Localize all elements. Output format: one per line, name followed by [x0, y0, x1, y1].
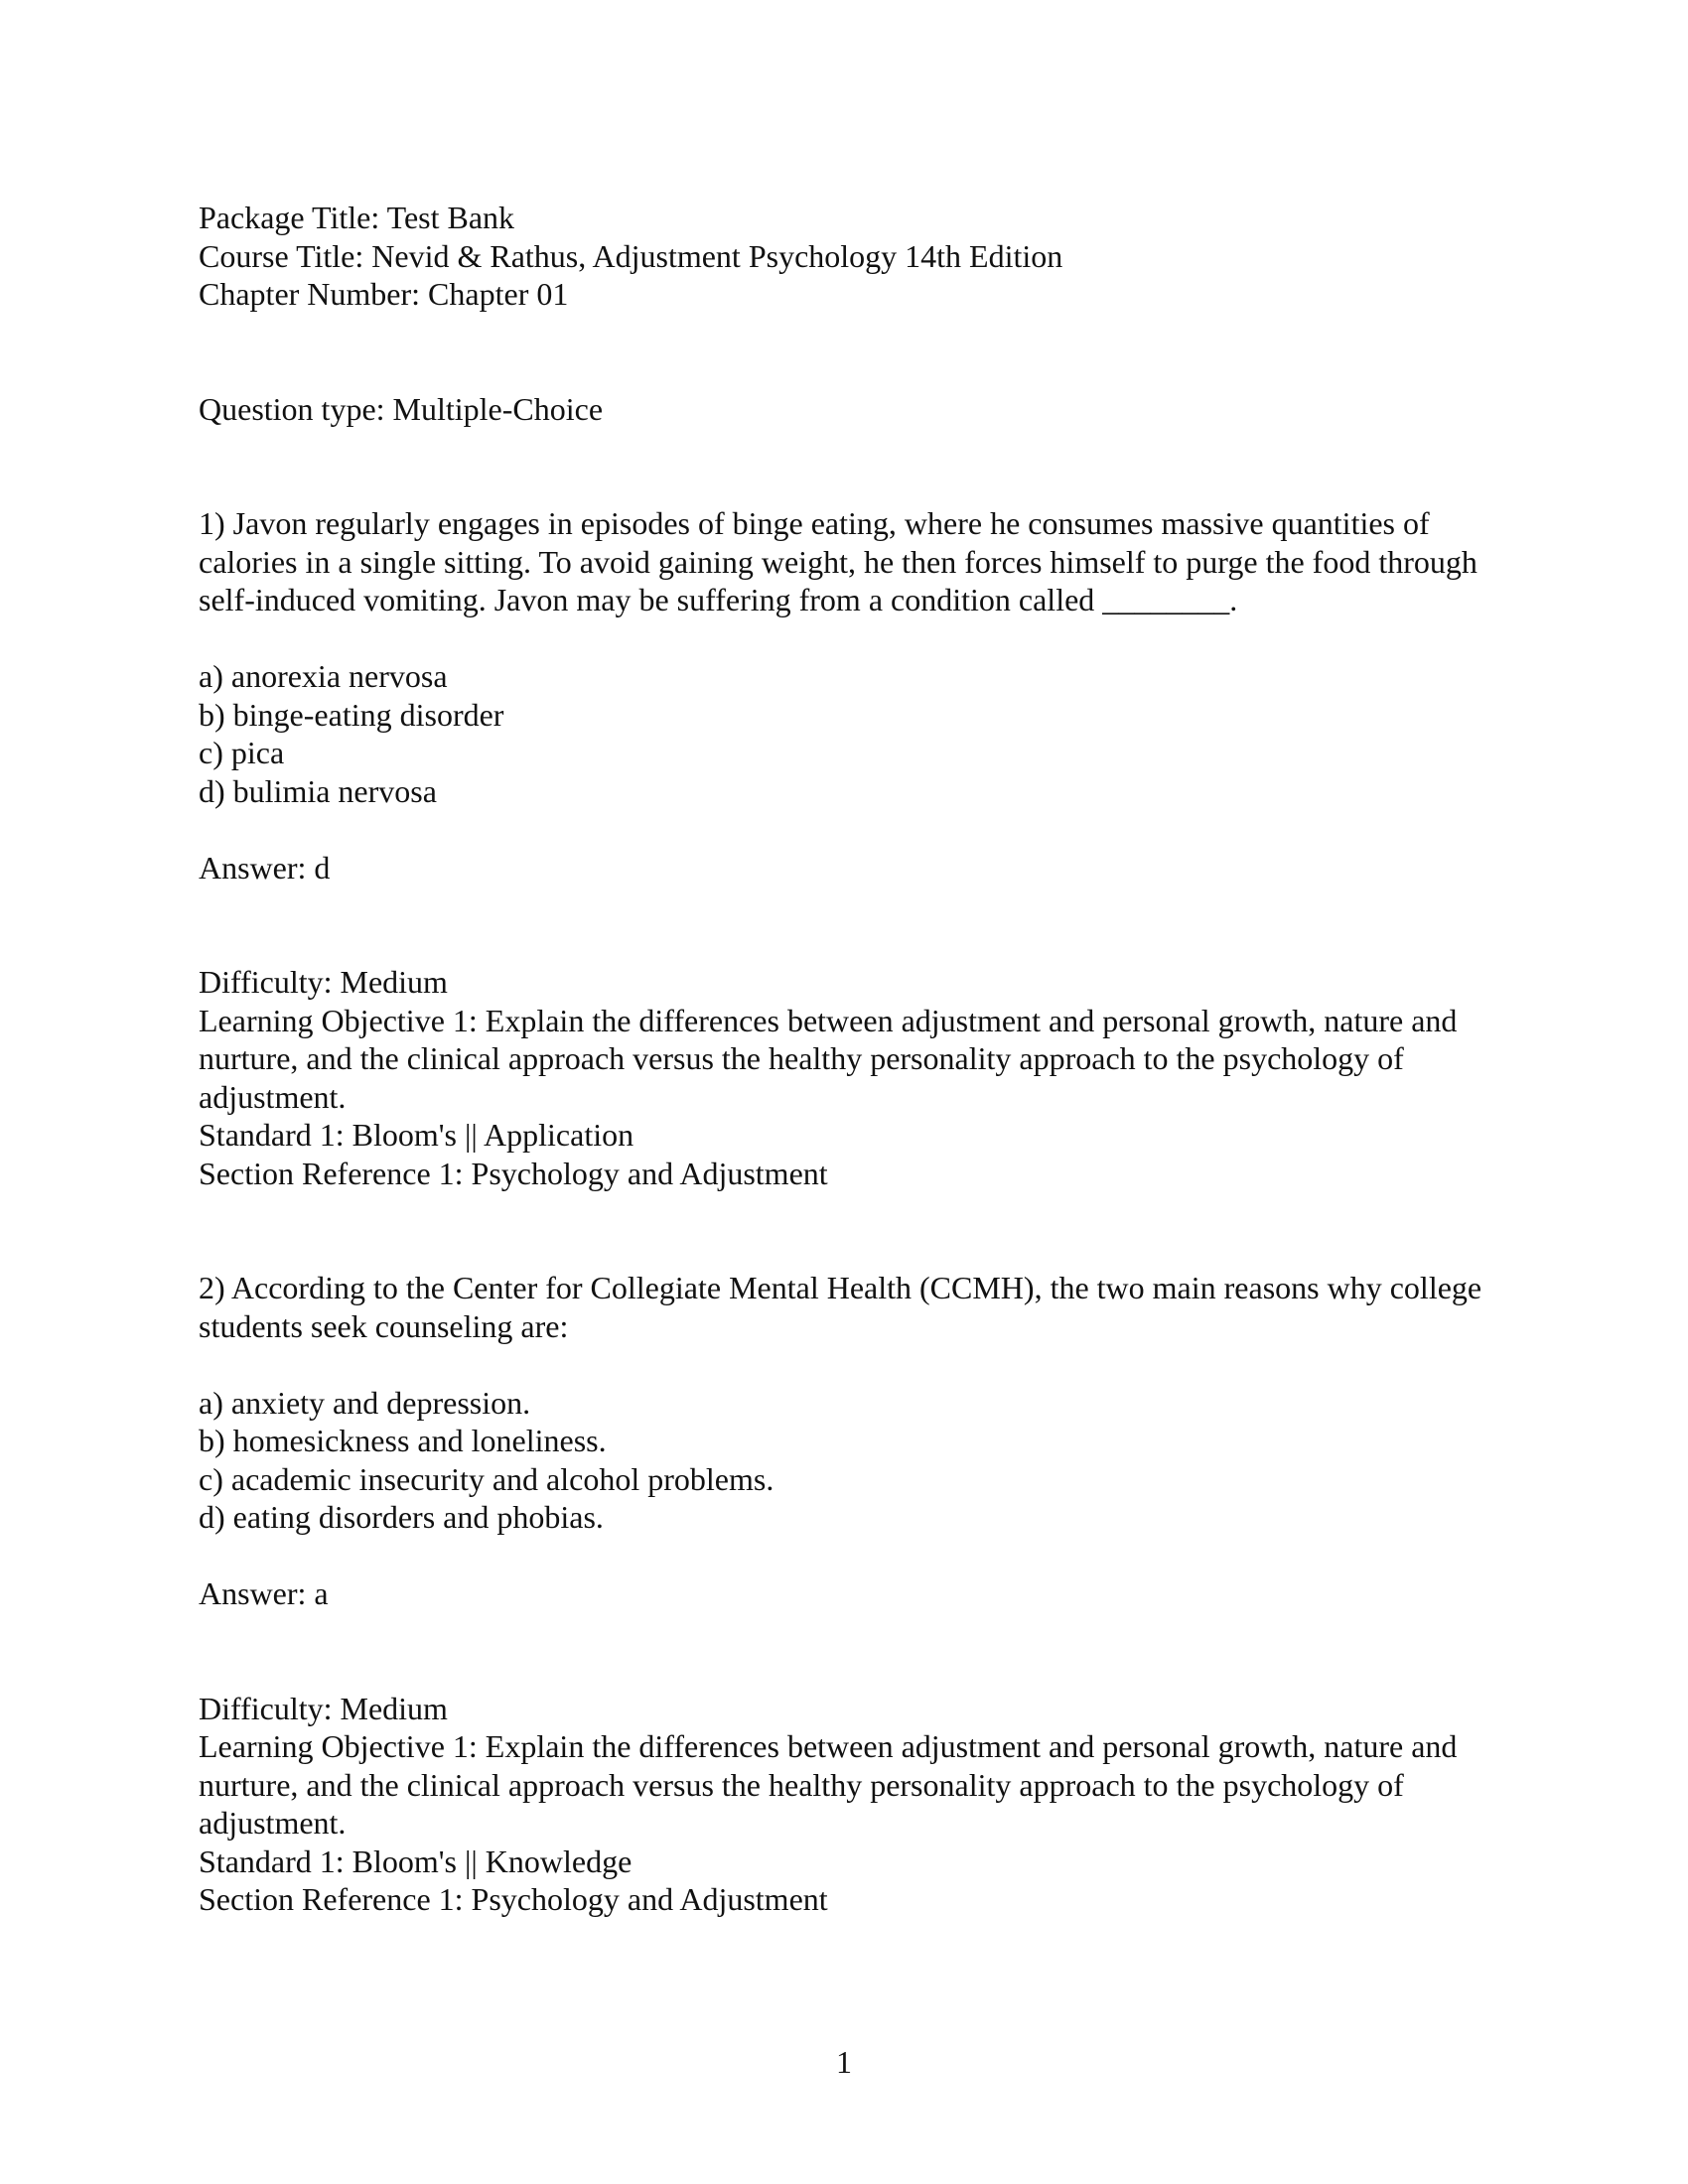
- answer-option: b) binge-eating disorder: [199, 696, 504, 733]
- difficulty: Difficulty: Medium: [199, 964, 448, 1000]
- question-text: 1) Javon regularly engages in episodes of binge eating, where he consumes massive quantities of calories in a single sitting. To avoid gaining weight, he then forces himself to purge the food through self-induced vomiting. Javon may be suffering from a condition called ________.: [199, 505, 1477, 617]
- learning-objective: Learning Objective 1: Explain the differences between adjustment and personal growth, nature and nurture, and the clinical approach versus the healthy personality approach to the psychology of adjustment.: [199, 1002, 1458, 1115]
- answer-option: c) pica: [199, 735, 285, 770]
- answer-option: d) eating disorders and phobias.: [199, 1499, 604, 1535]
- chapter-number: Chapter Number: Chapter 01: [199, 276, 569, 312]
- answer-option: a) anxiety and depression.: [199, 1384, 531, 1421]
- answer-option: d) bulimia nervosa: [199, 772, 437, 809]
- section-reference: Section Reference 1: Psychology and Adjustment: [199, 1155, 828, 1191]
- page-content: [199, 199, 1499, 1919]
- standard: Standard 1: Bloom's || Application: [199, 1117, 634, 1153]
- difficulty: Difficulty: Medium: [199, 1690, 448, 1726]
- package-title: Package Title: Test Bank: [199, 200, 515, 235]
- standard: Standard 1: Bloom's || Knowledge: [199, 1843, 633, 1879]
- question-block: [199, 1269, 1499, 1919]
- answer-option: b) homesickness and loneliness.: [199, 1423, 607, 1458]
- section-reference: Section Reference 1: Psychology and Adjustment: [199, 1881, 828, 1917]
- answer-key: Answer: a: [199, 1575, 329, 1611]
- answer-key: Answer: d: [199, 849, 331, 886]
- question-block: [199, 504, 1499, 1192]
- learning-objective: Learning Objective 1: Explain the differences between adjustment and personal growth, nature and nurture, and the clinical approach versus the healthy personality approach to the psychology of adjustment.: [199, 1728, 1458, 1841]
- question-type: Question type: Multiple-Choice: [199, 390, 604, 427]
- answer-option: a) anorexia nervosa: [199, 658, 448, 694]
- page-number: 1: [836, 2044, 852, 2080]
- course-title: Course Title: Nevid & Rathus, Adjustment Psychology 14th Edition: [199, 237, 1063, 274]
- answer-option: c) academic insecurity and alcohol problems.: [199, 1460, 774, 1497]
- question-text: 2) According to the Center for Collegiate Mental Health (CCMH), the two main reasons why college students seek counseling are:: [199, 1270, 1482, 1344]
